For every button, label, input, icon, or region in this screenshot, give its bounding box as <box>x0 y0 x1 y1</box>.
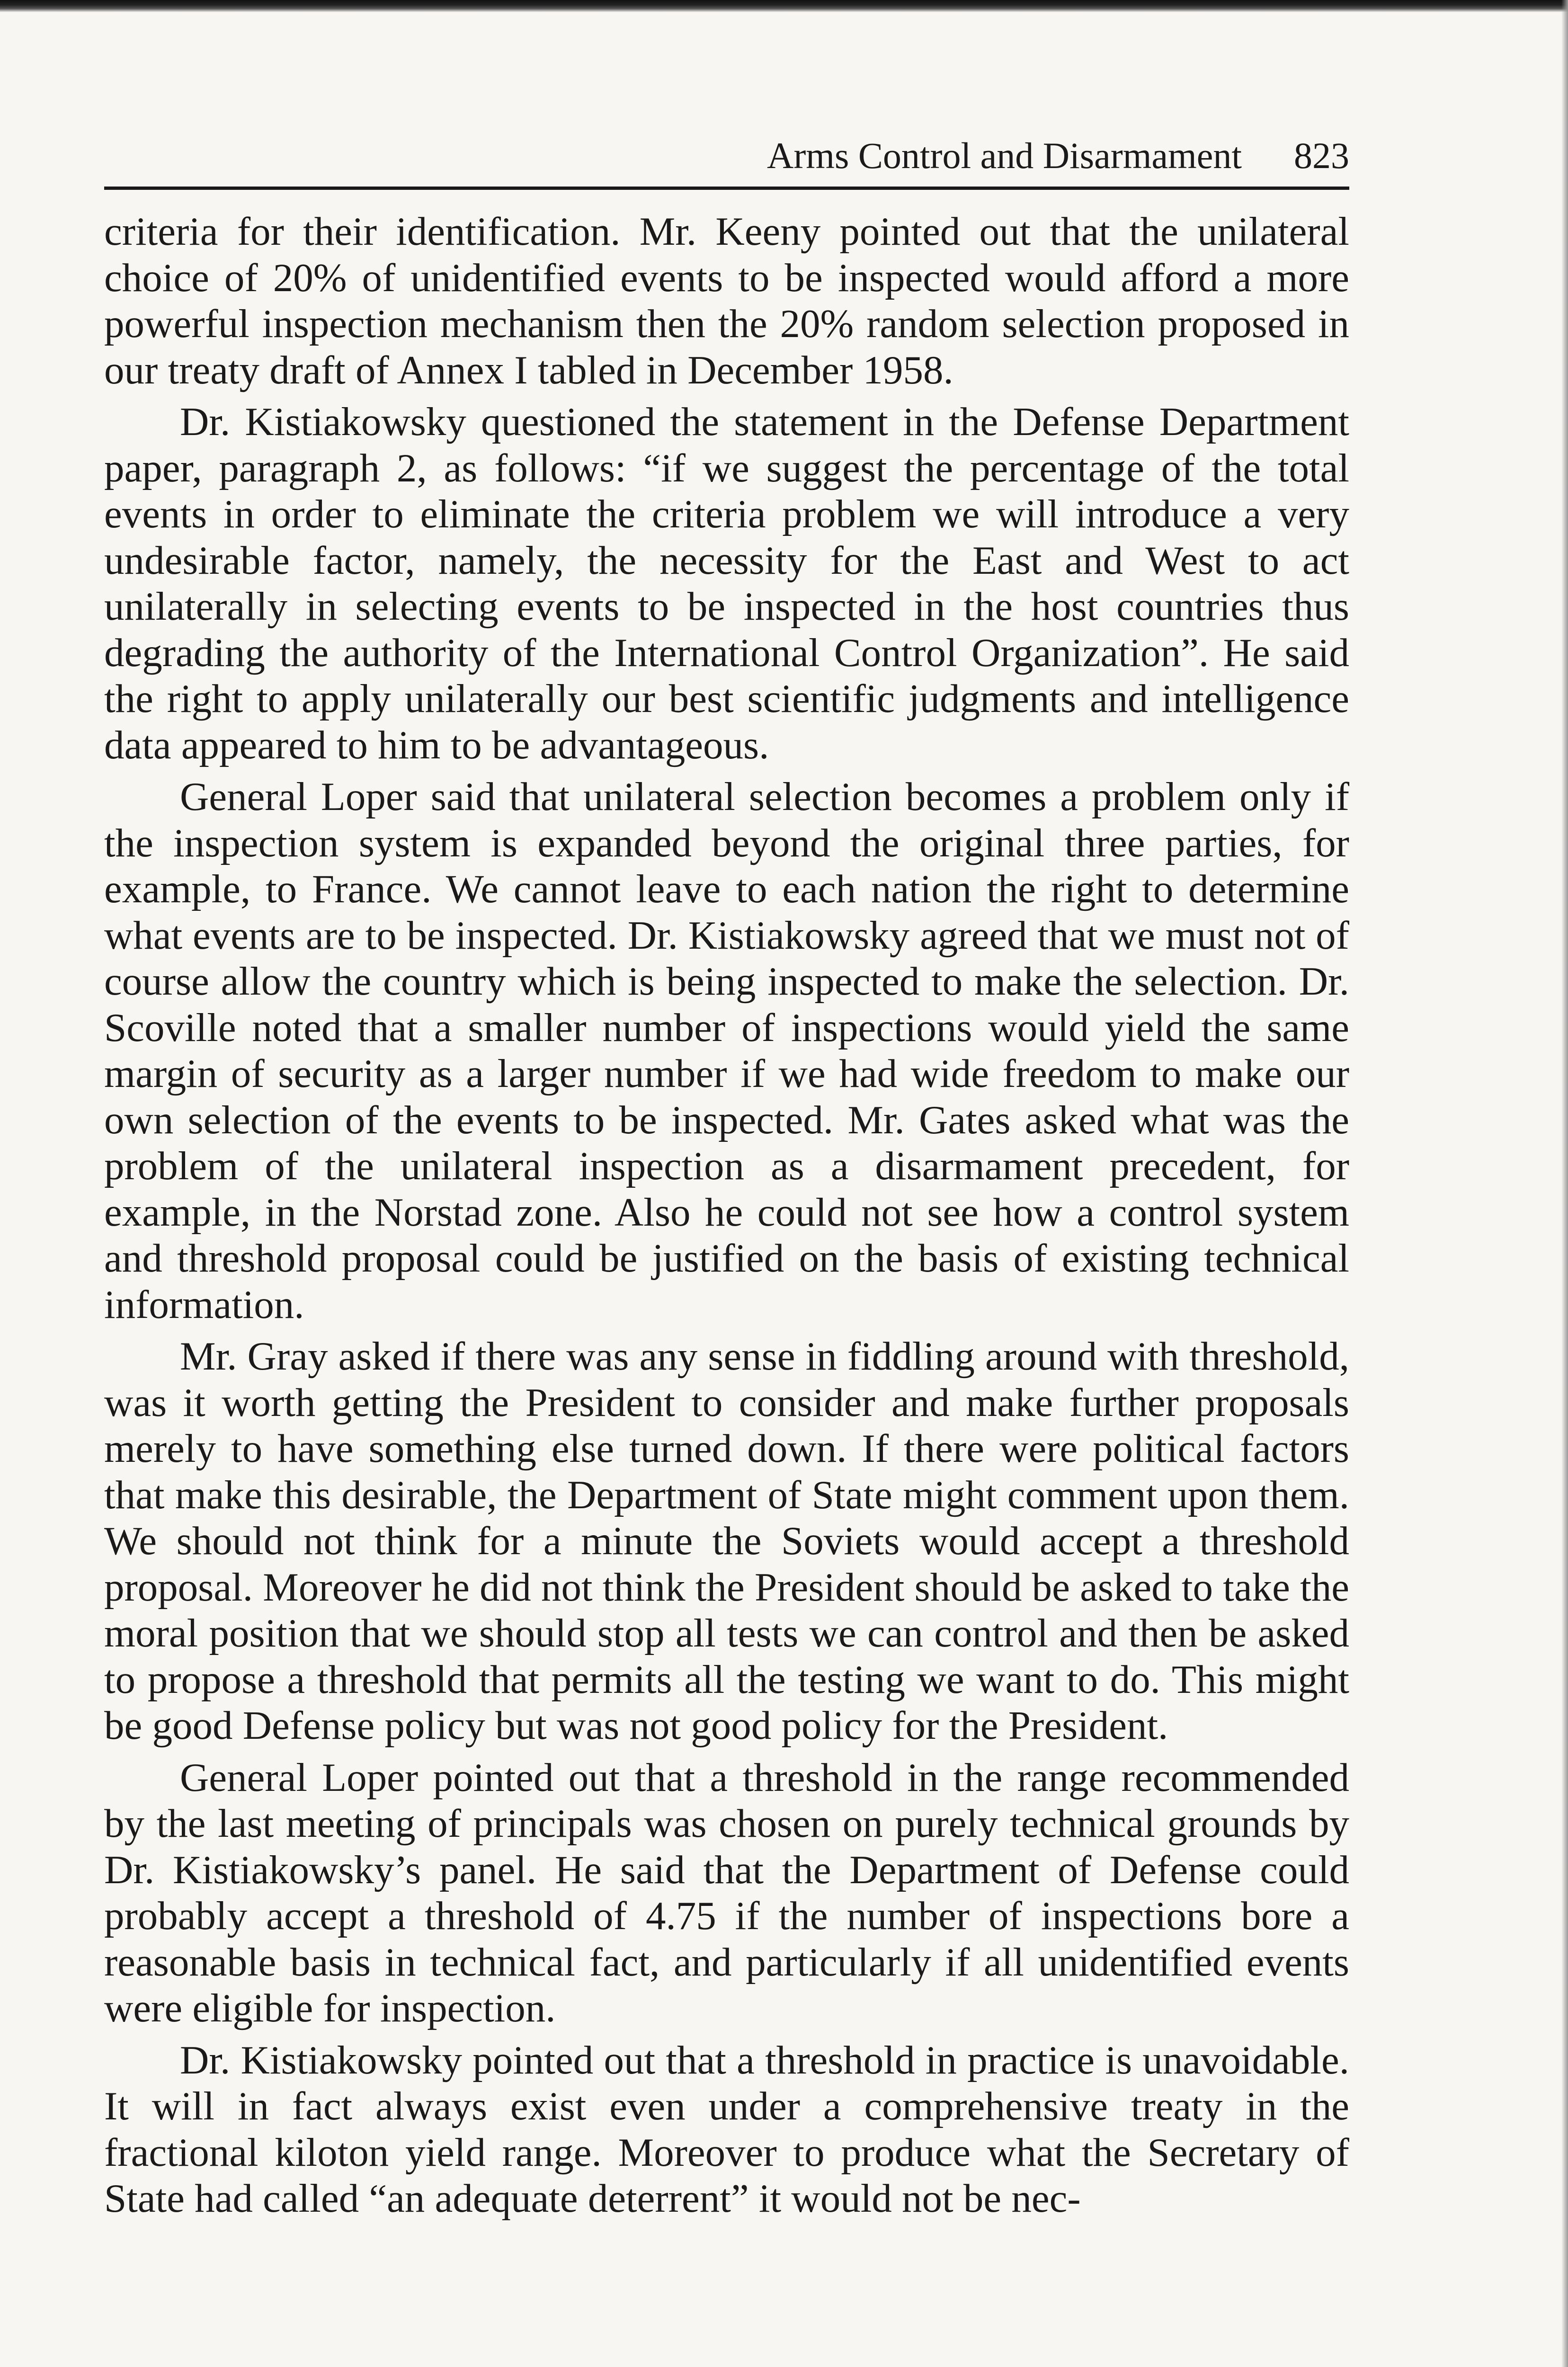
paragraph: General Loper pointed out that a threshold in the range recommended by the last meeting of principals was chosen on purely technical grounds by Dr. Kistiakowsky’s panel. He said that the Department of Defense could probably accept a threshold of 4.75 if the number of inspections bore a reasonable basis in technical fact, and particularly if all unidentified events were eligible for inspection. <box>104 1755 1349 2030</box>
running-title: Arms Control and Disarmament <box>767 135 1242 176</box>
document-page <box>104 137 1349 2222</box>
paragraph: Dr. Kistiakowsky questioned the statement in the Defense Department paper, paragraph 2, as follows: “if we suggest the percentage of the total events in order to eliminate the criteria problem we will introduce a very undesirable factor, namely, the necessity for the East and West to act unilaterally in selecting events to be inspected in the host countries thus degrading the authority of the International Control Organization”. He said the right to apply unilaterally our best scientific judgments and intelligence data appeared to him to be advantageous. <box>104 400 1349 767</box>
paragraph: Dr. Kistiakowsky pointed out that a threshold in practice is unavoidable. It will in fact always exist even under a comprehensive treaty in the fractional kiloton yield range. Moreover to produce what the Secretary of State had called “an adequate deterrent” it would not be nec- <box>104 2038 1349 2221</box>
paragraph: General Loper said that unilateral selection becomes a problem only if the inspection system is expanded beyond the original three parties, for example, to France. We cannot leave to each nation the right to determine what events are to be inspected. Dr. Kistiakowsky agreed that we must not of course allow the country which is being inspected to make the selection. Dr. Scoville noted that a smaller number of inspections would yield the same margin of security as a larger number if we had wide freedom to make our own selection of the events to be inspected. Mr. Gates asked what was the problem of the unilateral inspection as a disarmament precedent, for example, in the Norstad zone. Also he could not see how a control system and threshold proposal could be justified on the basis of existing technical information. <box>104 774 1349 1327</box>
page-number: 823 <box>1294 135 1349 176</box>
paragraph-continued: criteria for their identification. Mr. Keeny pointed out that the unilateral choice of 20% of unidentified events to be inspected would afford a more powerful inspection mechanism then the 20% random selection proposed in our treaty draft of Annex I tabled in December 1958. <box>104 209 1349 392</box>
body-text <box>104 209 1349 2222</box>
paragraph: Mr. Gray asked if there was any sense in fiddling around with threshold, was it worth getting the President to consider and make further proposals merely to have something else turned down. If there were political factors that make this desirable, the Department of State might comment upon them. We should not think for a minute the Soviets would accept a threshold proposal. Moreover he did not think the President should be asked to take the moral position that we should stop all tests we can control and then be asked to propose a threshold that permits all the testing we want to do. This might be good Defense policy but was not good policy for the President. <box>104 1334 1349 1748</box>
scan-edge-right <box>1561 0 1568 2367</box>
running-header <box>104 137 1349 190</box>
scan-edge-top <box>0 0 1568 12</box>
